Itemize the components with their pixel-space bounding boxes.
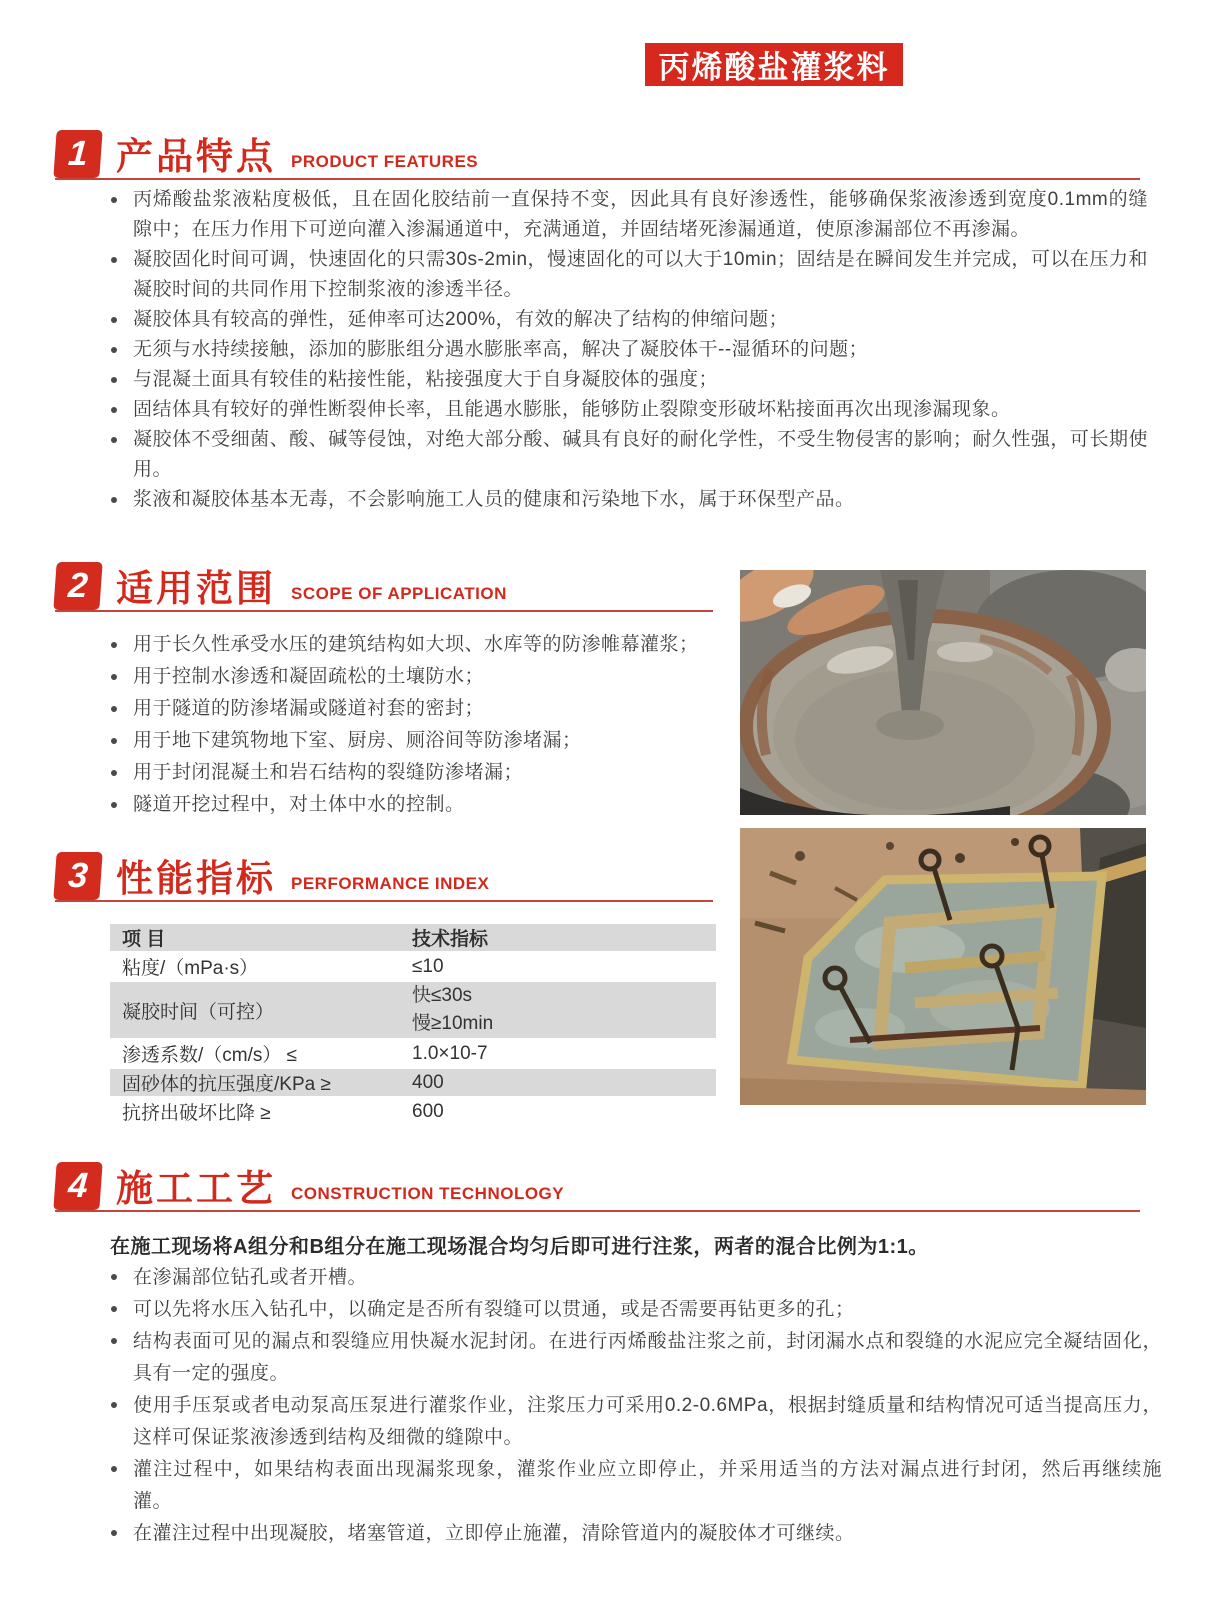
list-item: 用于封闭混凝土和岩石结构的裂缝防渗堵漏； — [100, 758, 740, 788]
scope-of-application-list — [100, 630, 740, 822]
table-row — [110, 1069, 716, 1096]
table-cell-item: 渗透系数/（cm/s） ≤ — [122, 1045, 298, 1066]
performance-index-table — [110, 924, 716, 1127]
list-item: 与混凝土面具有较佳的粘接性能，粘接强度大于自身凝胶体的强度； — [100, 365, 1148, 395]
section-1-title: 产品特点 — [116, 136, 276, 177]
list-item: 凝胶体具有较高的弹性，延伸率可达200%，有效的解决了结构的伸缩问题； — [100, 305, 1148, 335]
section-4-subtitle: CONSTRUCTION TECHNOLOGY — [291, 1184, 565, 1203]
table-cell-value: 400 — [412, 1071, 444, 1093]
section-2-number: 2 — [53, 562, 102, 610]
list-item: 无须与水持续接触，添加的膨胀组分遇水膨胀率高，解决了凝胶体干--湿循环的问题； — [100, 335, 1148, 365]
list-item: 在渗漏部位钻孔或者开槽。 — [100, 1262, 1162, 1294]
table-row — [110, 1040, 716, 1067]
table-cell-item: 抗挤出破坏比降 ≥ — [122, 1103, 271, 1124]
section-3-title: 性能指标 — [116, 858, 276, 899]
section-4-title: 施工工艺 — [116, 1168, 276, 1209]
list-item: 用于地下建筑物地下室、厨房、厕浴间等防渗堵漏； — [100, 726, 740, 756]
section-1-header — [55, 128, 1140, 180]
list-item: 使用手压泵或者电动泵高压泵进行灌浆作业，注浆压力可采用0.2-0.6MPa，根据封缝质量和结构情况可适当提高压力，这样可保证浆液渗透到结构及细微的缝隙中。 — [100, 1390, 1162, 1454]
list-item: 凝胶固化时间可调，快速固化的只需30s-2min，慢速固化的可以大于10min；固结是在瞬间发生并完成，可以在压力和凝胶时间的共同作用下控制浆液的渗透半径。 — [100, 245, 1148, 305]
section-2-header — [55, 560, 713, 612]
table-cell-value: 600 — [412, 1100, 444, 1122]
table-cell-value: ≤10 — [412, 955, 444, 977]
table-row — [110, 1098, 716, 1125]
section-4-header — [55, 1160, 1140, 1212]
section-2-title: 适用范围 — [116, 568, 276, 609]
section-1-number: 1 — [53, 130, 102, 178]
table-cell-item: 粘度/（mPa·s） — [122, 958, 259, 979]
table-header-item: 项 目 — [122, 929, 166, 950]
grout-mixing-photo — [740, 570, 1146, 815]
table-row — [110, 982, 716, 1038]
product-features-list — [100, 185, 1148, 515]
construction-steps-list — [100, 1262, 1162, 1550]
section-4-number: 4 — [53, 1162, 102, 1210]
table-cell-value-line: 慢≥10min — [412, 1013, 494, 1034]
product-title-badge: 丙烯酸盐灌浆料 — [645, 43, 903, 86]
list-item: 用于控制水渗透和凝固疏松的土壤防水； — [100, 662, 740, 692]
list-item: 结构表面可见的漏点和裂缝应用快凝水泥封闭。在进行丙烯酸盐注浆之前，封闭漏水点和裂缝的水泥应完全凝结固化，具有一定的强度。 — [100, 1326, 1162, 1390]
list-item: 在灌注过程中出现凝胶，堵塞管道，立即停止施灌，清除管道内的凝胶体才可继续。 — [100, 1518, 1162, 1550]
list-item: 用于长久性承受水压的建筑结构如大坝、水库等的防渗帷幕灌浆； — [100, 630, 740, 660]
list-item: 灌注过程中，如果结构表面出现漏浆现象，灌浆作业应立即停止，并采用适当的方法对漏点进行封闭，然后再继续施灌。 — [100, 1454, 1162, 1518]
list-item: 丙烯酸盐浆液粘度极低，且在固化胶结前一直保持不变，因此具有良好渗透性，能够确保浆液渗透到宽度0.1mm的缝隙中；在压力作用下可逆向灌入渗漏通道中，充满通道，并固结堵死渗漏通道，使原渗漏部位不再渗漏。 — [100, 185, 1148, 245]
table-cell-item: 凝胶时间（可控） — [122, 1001, 275, 1023]
table-cell-value — [412, 982, 716, 1038]
list-item: 用于隧道的防渗堵漏或隧道衬套的密封； — [100, 694, 740, 724]
section-2-subtitle: SCOPE OF APPLICATION — [291, 584, 507, 603]
table-cell-item: 固砂体的抗压强度/KPa ≥ — [122, 1074, 331, 1095]
list-item: 固结体具有较好的弹性断裂伸长率，且能遇水膨胀，能够防止裂隙变形破坏粘接面再次出现渗漏现象。 — [100, 395, 1148, 425]
table-cell-value: 1.0×10-7 — [412, 1042, 488, 1064]
table-row — [110, 953, 716, 980]
concrete-formwork-photo — [740, 828, 1146, 1105]
list-item: 隧道开挖过程中，对土体中水的控制。 — [100, 790, 740, 820]
table-header-row — [110, 924, 716, 951]
list-item: 可以先将水压入钻孔中，以确定是否所有裂缝可以贯通，或是否需要再钻更多的孔； — [100, 1294, 1162, 1326]
table-header-value: 技术指标 — [412, 929, 489, 950]
section-3-number: 3 — [53, 852, 102, 900]
section-3-header — [55, 850, 713, 902]
list-item: 凝胶体不受细菌、酸、碱等侵蚀，对绝大部分酸、碱具有良好的耐化学性，不受生物侵害的影响；耐久性强，可长期使用。 — [100, 425, 1148, 485]
section-3-subtitle: PERFORMANCE INDEX — [291, 874, 490, 893]
construction-intro: 在施工现场将A组分和B组分在施工现场混合均匀后即可进行注浆，两者的混合比例为1:1。 — [110, 1236, 929, 1258]
table-cell-value-line: 快≤30s — [412, 985, 473, 1006]
list-item: 浆液和凝胶体基本无毒，不会影响施工人员的健康和污染地下水，属于环保型产品。 — [100, 485, 1148, 515]
section-1-subtitle: PRODUCT FEATURES — [291, 152, 479, 171]
